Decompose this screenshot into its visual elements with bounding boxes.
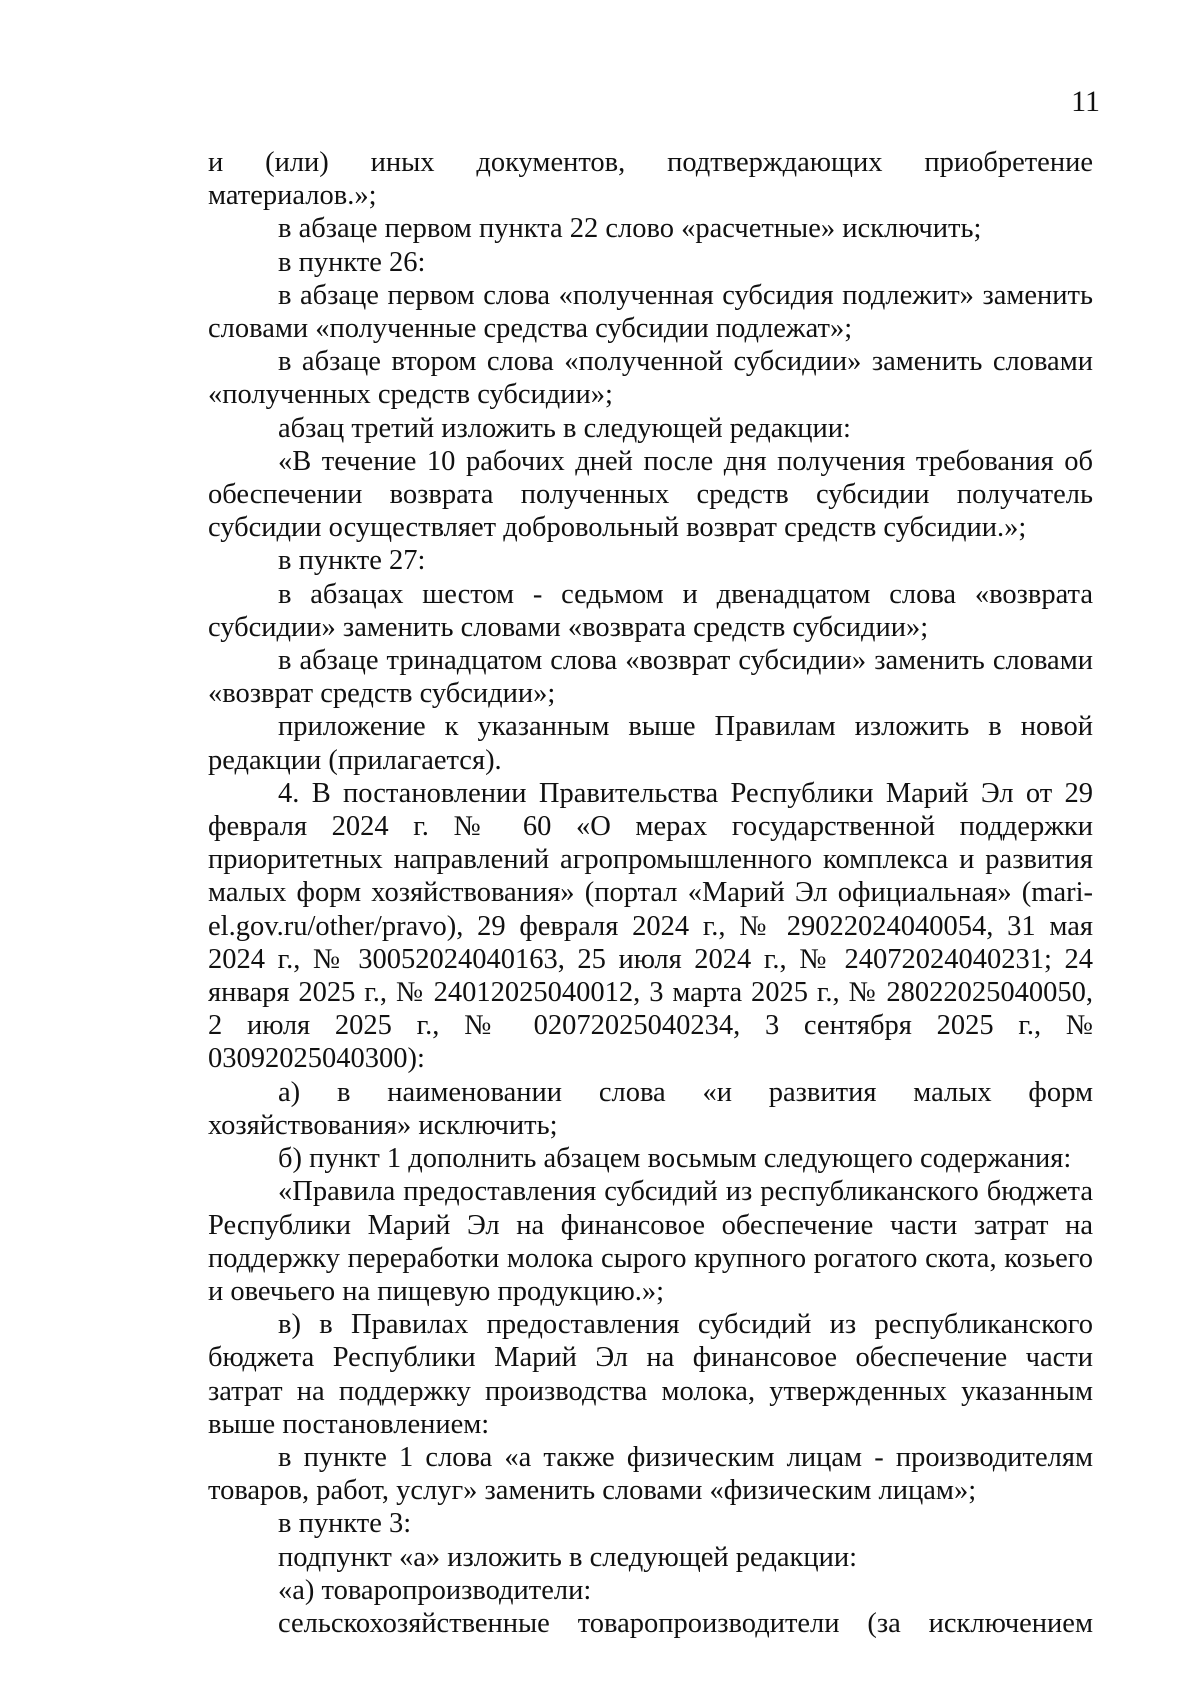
paragraph-6: абзац третий изложить в следующей редакции: [278,412,851,444]
paragraph-15: «Правила предоставления субсидий из республиканского бюджета Республики Марий Эл на финансовое обеспечение части затрат на поддержку переработки молока сырого крупного рогатого скота, козьего и овечьего на пищевую продукцию.»; [208,1176,1093,1307]
paragraph-20: «а) товаропроизводители: [278,1574,592,1606]
paragraph-13: а) в наименовании слова «и развития малых форм хозяйствования» исключить; [208,1076,1093,1141]
paragraph-17: в пункте 1 слова «а также физическим лицам - производителям товаров, работ, услуг» заменить словами «физическим лицам»; [208,1441,1093,1507]
paragraph-3: в пункте 26: [278,246,426,278]
paragraph-2: в абзаце первом пункта 22 слово «расчетные» исключить; [278,213,982,245]
paragraph-7: «В течение 10 рабочих дней после дня получения требования об обеспечении возврата полученных средств субсидии получатель субсидии осуществляет добровольный возврат средств субсидии.»; [208,445,1093,544]
paragraph-11: приложение к указанным выше Правилам изложить в новой редакции (прилагается). [208,711,1093,776]
paragraph-8: в пункте 27: [278,545,426,577]
document-body [208,146,1093,1640]
paragraph-9: в абзацах шестом - седьмом и двенадцатом слова «возврата субсидии» заменить словами «возврата средств субсидии»; [208,578,1093,643]
paragraph-12: 4. В постановлении Правительства Республики Марий Эл от 29 февраля 2024 г. № 60 «О мерах государственной поддержки приоритетных направлений агропромышленного комплекса и развития малых форм хозяйствования» (портал «Марий Эл официальная» (mari-el.gov.ru/other/pravo), 29 февраля 2024 г., № 29022024040054, 31 мая 2024 г., № 30052024040163, 25 июля 2024 г., № 24072024040231; 24 января 2025 г., № 24012025040012, 3 марта 2025 г., № 28022025040050, 2 июля 2025 г., № 02072025040234, 3 сентября 2025 г., № 03092025040300): [208,777,1093,1075]
paragraph-21: сельскохозяйственные товаропроизводители (за исключением [278,1607,1093,1639]
paragraph-16: в) в Правилах предоставления субсидий из республиканского бюджета Республики Марий Эл на финансовое обеспечение части затрат на поддержку производства молока, утвержденных указанным выше постановлением: [208,1309,1093,1440]
paragraph-1: и (или) иных документов, подтверждающих приобретение материалов.»; [208,147,1093,212]
paragraph-18: в пункте 3: [278,1508,412,1540]
paragraph-19: подпункт «а» изложить в следующей редакции: [278,1541,857,1573]
paragraph-10: в абзаце тринадцатом слова «возврат субсидии» заменить словами «возврат средств субсидии»; [208,645,1093,710]
paragraph-14: б) пункт 1 дополнить абзацем восьмым следующего содержания: [278,1143,1072,1175]
page-number: 11 [1071,85,1100,118]
paragraph-5: в абзаце втором слова «полученной субсидии» заменить словами «полученных средств субсидии»; [208,346,1093,411]
paragraph-4: в абзаце первом слова «полученная субсидия подлежит» заменить словами «полученные средства субсидии подлежат»; [208,279,1093,345]
